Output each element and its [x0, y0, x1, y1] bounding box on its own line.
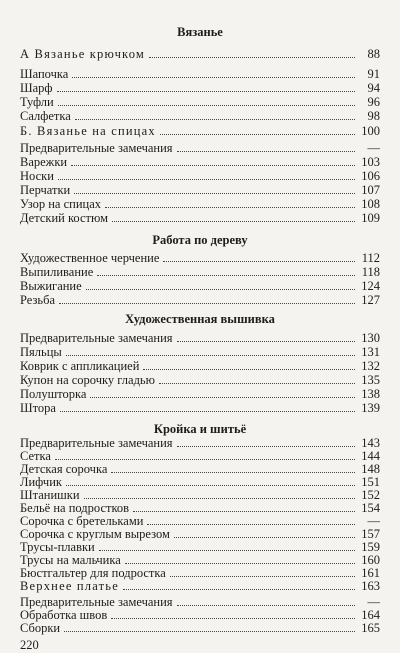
entry-title: Салфетка [20, 109, 71, 123]
entry-title: Штора [20, 401, 56, 415]
entry-page: 96 [367, 95, 380, 109]
entry-title: Полушторка [20, 387, 87, 401]
entry-page: 143 [361, 436, 380, 450]
entry-page: 106 [361, 169, 380, 183]
entry-page: 144 [361, 449, 380, 463]
toc-entry [20, 566, 380, 580]
leader-dots [64, 631, 355, 632]
entry-page: 112 [361, 251, 380, 265]
leader-dots [105, 207, 355, 208]
entry-title: Варежки [20, 155, 68, 169]
entry-title: Трусы на мальчика [20, 553, 121, 567]
entry-title: Штанишки [20, 488, 80, 502]
leader-dots [90, 397, 355, 398]
leader-dots [160, 134, 355, 135]
leader-dots [71, 165, 355, 166]
entry-title: Коврик с аппликацией [20, 359, 140, 373]
toc-entry [20, 211, 380, 225]
entry-page: 124 [361, 279, 380, 293]
entry-title: Детская сорочка [20, 462, 108, 476]
entry-title: Предварительные замечания [20, 141, 173, 155]
leader-dots [133, 511, 355, 512]
entry-title: Верхнее платье [20, 579, 119, 593]
leader-dots [147, 524, 355, 525]
entry-page: 157 [361, 527, 380, 541]
entry-page: 135 [361, 373, 380, 387]
entry-page: 131 [361, 345, 380, 359]
toc-entry [20, 109, 380, 123]
entry-title: Трусы-плавки [20, 540, 95, 554]
entry-page: 130 [361, 331, 380, 345]
entry-title: Сорочка с бретельками [20, 514, 144, 528]
entry-page: — [367, 514, 380, 528]
entry-title: Купон на сорочку гладью [20, 373, 155, 387]
leader-dots [97, 275, 355, 276]
leader-dots [177, 605, 355, 606]
entry-title: Перчатки [20, 183, 71, 197]
entry-page: 163 [361, 579, 380, 593]
toc-entry [20, 331, 380, 345]
toc-entry [20, 595, 380, 609]
entry-title: Носки [20, 169, 54, 183]
entry-page: 151 [361, 475, 380, 489]
entry-page: 100 [361, 124, 380, 138]
leader-dots [60, 411, 355, 412]
entry-title: Шапочка [20, 67, 69, 81]
entry-page: — [367, 141, 380, 155]
toc-entry [20, 67, 380, 81]
toc-entry [20, 293, 380, 307]
entry-title: Предварительные замечания [20, 331, 173, 345]
leader-dots [112, 221, 355, 222]
entry-title: Сетка [20, 449, 51, 463]
toc-entry [20, 608, 380, 622]
entry-title: Выпиливание [20, 265, 94, 279]
entry-title: Шарф [20, 81, 53, 95]
toc-entry [20, 501, 380, 515]
leader-dots [170, 576, 355, 577]
entry-page: 165 [361, 621, 380, 635]
toc-entry [20, 197, 380, 211]
toc-entry [20, 436, 380, 450]
leader-dots [111, 472, 355, 473]
leader-dots [58, 105, 355, 106]
entry-title: Б. Вязанье на спицах [20, 124, 156, 138]
toc-entry [20, 265, 380, 279]
entry-page: 159 [361, 540, 380, 554]
leader-dots [177, 341, 355, 342]
leader-dots [72, 77, 355, 78]
section-heading: Кройка и шитьё [153, 422, 247, 436]
toc-entry [20, 553, 380, 567]
toc-entry [20, 475, 380, 489]
toc-entry [20, 345, 380, 359]
entry-title: Сборки [20, 621, 61, 635]
entry-page: 154 [361, 501, 380, 515]
leader-dots [66, 485, 355, 486]
toc-entry [20, 488, 380, 502]
leader-dots [143, 369, 355, 370]
leader-dots [125, 563, 355, 564]
leader-dots [66, 355, 355, 356]
page-number: 220 [20, 638, 39, 652]
entry-title: Бюстгальтер для подростка [20, 566, 166, 580]
toc-entry [20, 462, 380, 476]
leader-dots [74, 193, 355, 194]
entry-page: 127 [361, 293, 380, 307]
entry-title: Туфли [20, 95, 54, 109]
leader-dots [149, 57, 355, 58]
entry-title: Пяльцы [20, 345, 62, 359]
entry-title: Бельё на подростков [20, 501, 130, 515]
toc-entry [20, 279, 380, 293]
toc-entry [20, 141, 380, 155]
leader-dots [75, 119, 355, 120]
section-heading: Работа по дереву [152, 233, 248, 247]
entry-title: Узор на спицах [20, 197, 102, 211]
entry-page: 88 [367, 47, 380, 61]
leader-dots [159, 383, 355, 384]
toc-entry [20, 387, 380, 401]
entry-title: Сорочка с круглым вырезом [20, 527, 170, 541]
entry-title: Резьба [20, 293, 56, 307]
entry-page: 107 [361, 183, 380, 197]
entry-title: Лифчик [20, 475, 62, 489]
leader-dots [163, 261, 355, 262]
toc-entry [20, 514, 380, 528]
leader-dots [58, 179, 355, 180]
toc-entry [20, 373, 380, 387]
toc-entry [20, 449, 380, 463]
entry-page: 94 [367, 81, 380, 95]
leader-dots [99, 550, 355, 551]
entry-title: Художественное черчение [20, 251, 160, 265]
toc-entry [20, 155, 380, 169]
toc-entry [20, 579, 380, 593]
entry-title: Предварительные замечания [20, 595, 173, 609]
entry-page: — [367, 595, 380, 609]
entry-page: 108 [361, 197, 380, 211]
entry-title: Выжигание [20, 279, 82, 293]
leader-dots [86, 289, 355, 290]
toc-entry [20, 124, 380, 138]
leader-dots [177, 151, 355, 152]
entry-page: 139 [361, 401, 380, 415]
leader-dots [55, 459, 355, 460]
entry-title: Обработка швов [20, 608, 108, 622]
leader-dots [177, 446, 355, 447]
leader-dots [59, 303, 355, 304]
section-heading: Художественная вышивка [125, 312, 275, 326]
section-heading: Вязанье [177, 25, 223, 39]
toc-entry [20, 401, 380, 415]
entry-page: 91 [367, 67, 380, 81]
leader-dots [84, 498, 355, 499]
leader-dots [123, 589, 355, 590]
entry-page: 138 [361, 387, 380, 401]
entry-page: 98 [367, 109, 380, 123]
toc-entry [20, 81, 380, 95]
entry-page: 103 [361, 155, 380, 169]
leader-dots [174, 537, 355, 538]
leader-dots [57, 91, 355, 92]
toc-entry [20, 169, 380, 183]
toc-entry [20, 47, 380, 61]
toc-entry [20, 527, 380, 541]
toc-entry [20, 183, 380, 197]
toc-entry [20, 359, 380, 373]
entry-page: 148 [361, 462, 380, 476]
entry-page: 160 [361, 553, 380, 567]
entry-page: 161 [361, 566, 380, 580]
entry-title: А Вязанье крючком [20, 47, 146, 61]
toc-entry [20, 540, 380, 554]
entry-title: Предварительные замечания [20, 436, 173, 450]
entry-page: 109 [361, 211, 380, 225]
toc-entry [20, 95, 380, 109]
entry-page: 118 [361, 265, 380, 279]
toc-entry [20, 621, 380, 635]
entry-page: 164 [361, 608, 380, 622]
entry-page: 132 [361, 359, 380, 373]
entry-title: Детский костюм [20, 211, 109, 225]
entry-page: 152 [361, 488, 380, 502]
leader-dots [111, 618, 355, 619]
toc-entry [20, 251, 380, 265]
